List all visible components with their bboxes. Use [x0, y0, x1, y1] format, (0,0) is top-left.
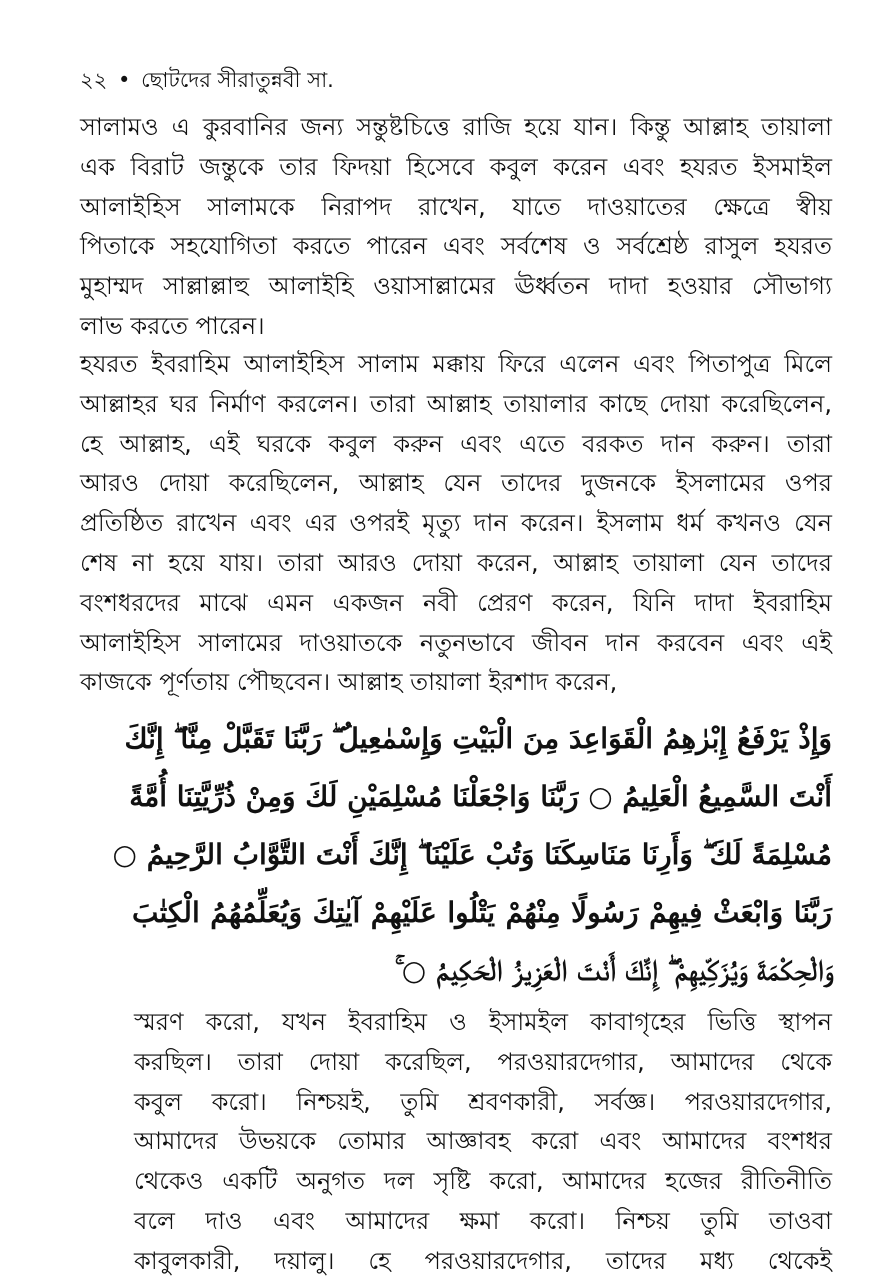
- verse-line: وَالْحِكْمَةَ وَيُزَكِّيهِمْ ۖ إِنَّكَ أَنْتَ الْعَزِيزُ الْحَكِيمُ ○ ۚ: [394, 954, 832, 987]
- paragraph-3-translation: [134, 1003, 832, 1282]
- text-line: প্রতিষ্ঠিত রাখেন এবং এর ওপরই মৃত্যু দান করেন। ইসলাম ধর্ম কখনও যেন: [80, 509, 832, 538]
- text-line: আরও দোয়া করেছিলেন, আল্লাহ যেন তাদের দুজনকে ইসলামের ওপর: [80, 469, 832, 498]
- text-line: সালামও এ কুরবানির জন্য সন্তুষ্টচিত্তে রাজি হয়ে যান। কিন্তু আল্লাহ তায়ালা: [80, 113, 832, 141]
- arabic-verse: [112, 710, 832, 1000]
- verse-line: أَنْتَ السَّمِيعُ الْعَلِيمُ ○ رَبَّنَا وَاجْعَلْنَا مُسْلِمَيْنِ لَكَ وَمِنْ ذُرِّيَّتِنَا أُمَّةً: [129, 780, 832, 813]
- text-line: বলে দাও এবং আমাদের ক্ষমা করো। নিশ্চয় তুমি তাওবা: [134, 1206, 832, 1235]
- header-separator: •: [118, 68, 131, 92]
- text-line: লাভ করতে পারেন।: [80, 311, 265, 340]
- text-line: করছিল। তারা দোয়া করেছিল, পরওয়ারদেগার, আমাদের থেকে: [134, 1047, 832, 1076]
- verse-line: رَبَّنَا وَابْعَثْ فِيهِمْ رَسُولًا مِنْهُمْ يَتْلُوا عَلَيْهِمْ آيٰتِكَ وَيُعَلِّمُهُمُ الْكِتٰبَ: [132, 896, 832, 929]
- text-line: শেষ না হয়ে যায়। তারা আরও দোয়া করেন, আল্লাহ তায়ালা যেন তাদের: [80, 548, 832, 577]
- text-line: বংশধরদের মাঝে এমন একজন নবী প্রেরণ করেন, যিনি দাদা ইবরাহিম: [80, 588, 832, 617]
- text-line: হযরত ইবরাহিম আলাইহিস সালাম মক্কায় ফিরে এলেন এবং পিতাপুত্র মিলে: [80, 350, 832, 378]
- text-line: মুহাম্মদ সাল্লাল্লাহু আলাইহি ওয়াসাল্লামের ঊর্ধ্বতন দাদা হওয়ার সৌভাগ্য: [80, 272, 832, 301]
- text-line: কাজকে পূর্ণতায় পৌছবেন। আল্লাহ তায়ালা ইরশাদ করেন,: [80, 668, 618, 697]
- text-line: আমাদের উভয়কে তোমার আজ্ঞাবহ করো এবং আমাদের বংশধর: [134, 1127, 832, 1156]
- text-line: কবুল করো। নিশ্চয়ই, তুমি শ্রবণকারী, সর্বজ্ঞ। পরওয়ারদেগার,: [134, 1087, 832, 1116]
- verse-line: وَإِذْ يَرْفَعُ إِبْرٰهِمُ الْقَوَاعِدَ مِنَ الْبَيْتِ وَإِسْمٰعِيلُ ۖ رَبَّنَا تَقَبَّلْ مِنَّا ۖ إِنَّكَ: [124, 722, 832, 755]
- text-line: কাবুলকারী, দয়ালু। হে পরওয়ারদেগার, তাদের মধ্য থেকেই: [134, 1246, 832, 1275]
- text-line: স্মরণ করো, যখন ইবরাহিম ও ইসামইল কাবাগৃহের ভিত্তি স্থাপন: [134, 1008, 832, 1036]
- text-line: পিতাকে সহযোগিতা করতে পারেন এবং সর্বশেষ ও সর্বশ্রেষ্ঠ রাসুল হযরত: [80, 232, 832, 261]
- paragraph-2: [80, 345, 832, 703]
- text-line: এক বিরাট জন্তুকে তার ফিদয়া হিসেবে কবুল করেন এবং হযরত ইসমাইল: [80, 152, 832, 181]
- page-number: ২২: [80, 68, 108, 92]
- book-title: ছোটদের সীরাতুন্নবী সা.: [141, 68, 334, 92]
- text-line: আল্লাহর ঘর নির্মাণ করলেন। তারা আল্লাহ তায়ালার কাছে দোয়া করেছিলেন,: [80, 389, 832, 418]
- text-line: আলাইহিস সালামের দাওয়াতকে নতুনভাবে জীবন দান করবেন এবং এই: [80, 628, 832, 657]
- text-line: হে আল্লাহ, এই ঘরকে কবুল করুন এবং এতে বরকত দান করুন। তারা: [80, 429, 832, 458]
- text-line: আলাইহিস সালামকে নিরাপদ রাখেন, যাতে দাওয়াতের ক্ষেত্রে স্বীয়: [80, 192, 832, 221]
- paragraph-1: [80, 108, 832, 347]
- running-header: [80, 62, 800, 98]
- text-line: থেকেও একটি অনুগত দল সৃষ্টি করো, আমাদের হজের রীতিনীতি: [134, 1167, 832, 1196]
- verse-line: مُسْلِمَةً لَكَ ۖ وَأَرِنَا مَنَاسِكَنَا وَتُبْ عَلَيْنَا ۖ إِنَّكَ أَنْتَ التَّوَّابُ الرَّحِيمُ ○: [112, 838, 832, 871]
